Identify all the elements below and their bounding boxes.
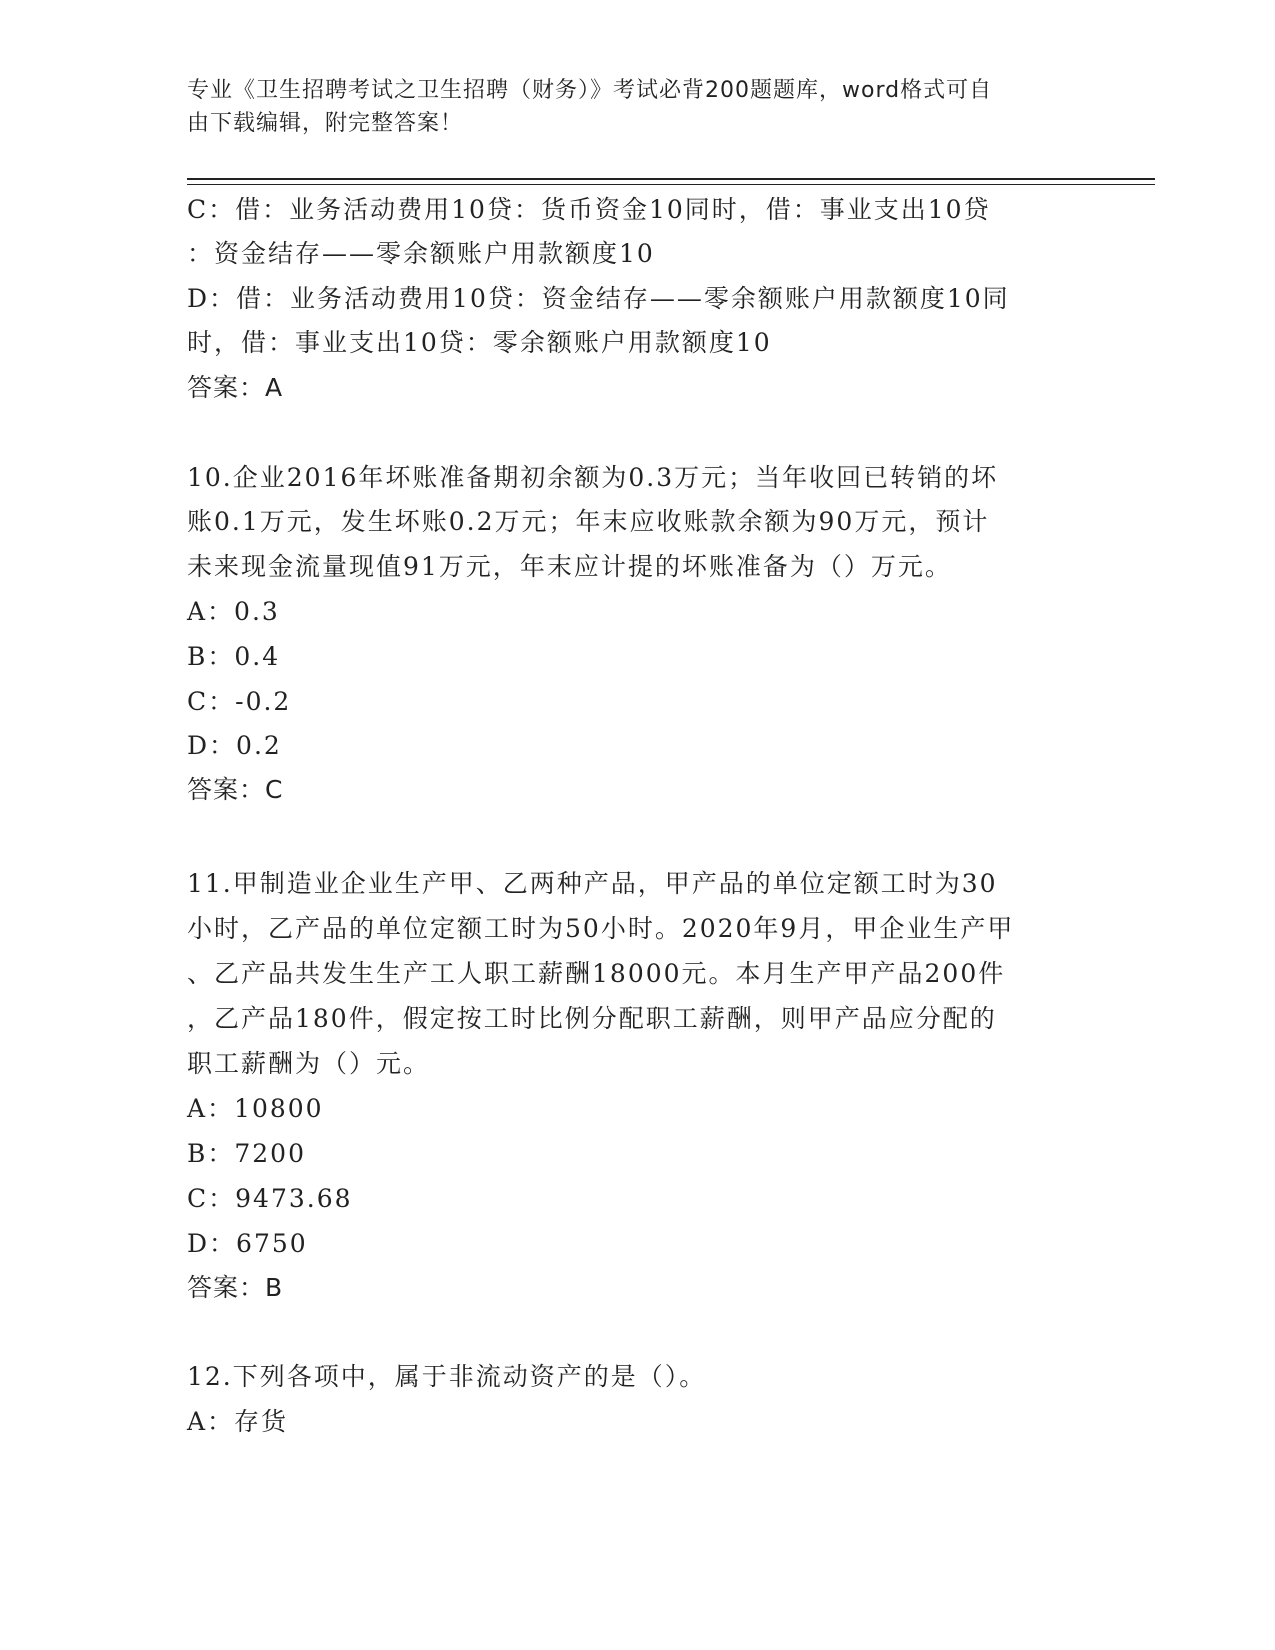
q11-stem-line-4: ，乙产品180件，假定按工时比例分配职工薪酬，则甲产品应分配的 <box>187 1004 997 1033</box>
q10-option-b: B：0.4 <box>187 642 281 671</box>
q11-stem-line-5: 职工薪酬为（）元。 <box>187 1049 431 1078</box>
header-title-line-2: 由下载编辑，附完整答案！ <box>187 111 464 136</box>
q10-option-a: A：0.3 <box>187 597 280 626</box>
q10-answer: 答案：C <box>187 775 284 804</box>
q9-answer: 答案：A <box>187 373 284 402</box>
q11-option-b: B：7200 <box>187 1139 306 1168</box>
q11-option-a: A：10800 <box>187 1094 324 1123</box>
q11-option-c: C：9473.68 <box>187 1184 353 1213</box>
q11-stem-line-1: 11.甲制造业企业生产甲、乙两种产品，甲产品的单位定额工时为30 <box>187 869 998 898</box>
document-header <box>187 74 1067 140</box>
q10-option-c: C：-0.2 <box>187 687 292 716</box>
q12-option-a: A：存货 <box>187 1407 289 1436</box>
q11-stem-line-3: 、乙产品共发生生产工人职工薪酬18000元。本月生产甲产品200件 <box>187 959 1006 988</box>
q11-stem-line-2: 小时，乙产品的单位定额工时为50小时。2020年9月，甲企业生产甲 <box>187 914 1015 943</box>
q9-option-d-line-2: 时，借：事业支出10贷：零余额账户用款额度10 <box>187 328 772 357</box>
q9-option-d-line-1: D：借：业务活动费用10贷：资金结存——零余额账户用款额度10同 <box>187 284 1010 313</box>
header-title-line-1: 专业《卫生招聘考试之卫生招聘（财务）》考试必背200题题库，word格式可自 <box>187 78 993 103</box>
q9-option-c-line-2: ：资金结存——零余额账户用款额度10 <box>187 239 655 268</box>
q10-stem-line-3: 未来现金流量现值91万元，年末应计提的坏账准备为（）万元。 <box>187 552 952 581</box>
q10-stem-line-2: 账0.1万元，发生坏账0.2万元；年末应收账款余额为90万元，预计 <box>187 507 990 536</box>
q11-option-d: D：6750 <box>187 1229 308 1258</box>
q10-stem-line-1: 10.企业2016年坏账准备期初余额为0.3万元；当年收回已转销的坏 <box>187 463 999 492</box>
q9-option-c-line-1: C：借：业务活动费用10贷：货币资金10同时，借：事业支出10贷 <box>187 195 991 224</box>
q11-answer: 答案：B <box>187 1273 284 1302</box>
header-divider-thick <box>187 178 1155 180</box>
q12-stem-line-1: 12.下列各项中，属于非流动资产的是（）。 <box>187 1362 707 1391</box>
header-divider-thin <box>187 184 1155 185</box>
q10-option-d: D：0.2 <box>187 731 282 760</box>
